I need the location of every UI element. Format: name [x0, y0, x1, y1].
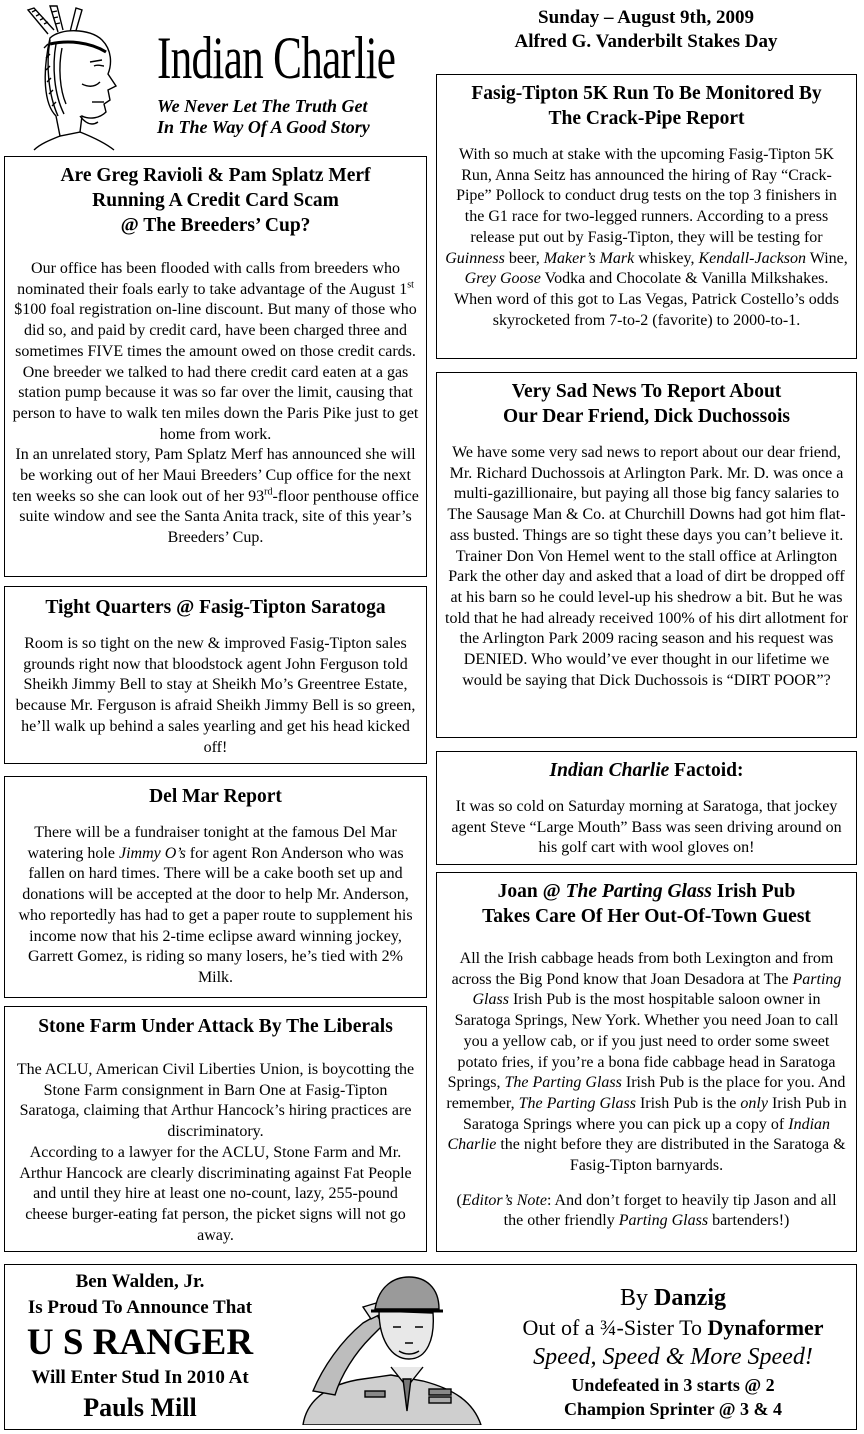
- headline-line: Very Sad News To Report About: [511, 381, 782, 402]
- article-body: [445, 949, 848, 1232]
- paragraph: [11, 259, 420, 363]
- paragraph: It was so cold on Saturday morning at Saratoga, that jockey agent Steve “Large Mouth” Bass was seen driving around on his golf cart with wool gloves on!: [451, 798, 842, 857]
- champion-line: Champion Sprinter @ 3 & 4: [564, 1399, 782, 1419]
- article-parting-glass: [436, 872, 857, 1252]
- soldier-salute-illustration: [283, 1271, 495, 1425]
- text-run: (: [456, 1191, 462, 1209]
- headline-line: [437, 879, 856, 904]
- text-run: -floor penthouse office suite window and see the Santa Anita track, site of this year’s Breeders’ Cup.: [19, 487, 419, 547]
- publication-name: Indian Charlie: [549, 760, 670, 781]
- paragraph: The ACLU, American Civil Liberties Union, is boycotting the Stone Farm consignment in Barn One at Fasig-Tipton Saratoga, claiming that Arthur Hancock’s hiring practices are discriminatory.: [16, 1061, 415, 1141]
- headline-line: Takes Care Of Her Out-Of-Town Guest: [482, 906, 811, 927]
- pub-name: The Parting Glass: [565, 881, 712, 902]
- text-run: With so much at stake with the upcoming Fasig-Tipton 5K Run, Anna Seitz has announced the hiring of Ray “Crack-Pipe” Pollock to conduct drug tests on the top 3 finishers in the G1 race for two-legged runners. According to a press release put out by Fasig-Tipton, they will be testing for: [456, 146, 837, 246]
- text-run: whiskey,: [634, 249, 699, 267]
- paragraph: We have some very sad news to report about our dear friend, Mr. Richard Duchossois at Arlington Park. Mr. D. was once a multi-gazillionaire, but paying all those big fancy salaries to The Sausage Man & Co. at Churchill Downs had got him flat-ass busted. Things are so tight these days you can’t believe it. Trainer Don Von Hemel went to the stall office at Arlington Park the other day and asked that a load of dirt be dropped off at his barn so he could level-up his shedrow a bit. But he was told that he had already received 100% of his dirt allotment for the Arlington Park 2009 racing season and his request was DENIED. Who would’ve ever thought in our lifetime we would be saying that Dick Duchossois is “DIRT POOR”?: [445, 444, 848, 689]
- headline-line: Our Dear Friend, Dick Duchossois: [503, 406, 790, 427]
- paragraph: According to a lawyer for the ACLU, Stone Farm and Mr. Arthur Hancock are clearly discriminating against Fat People and until they hire at least one no-count, lazy, 255-pound cheese burger-eating fat person, the picket signs will not go away.: [19, 1143, 412, 1244]
- text-run: $100 foal registration on-line discount. But many of those who did so, and paid by credit card, have been charged three and sometimes FIVE times the amount owed on those credit cards.: [14, 301, 417, 360]
- paragraph: One breeder we talked to had there credit card eaten at a gas station pump because it was so far over the limit, causing that person to have to walk ten miles down the Paris Pike just to get home from work.: [12, 363, 419, 443]
- text-run: Irish Pub is the place for you. And remember,: [446, 1074, 846, 1112]
- issue-event: Alfred G. Vanderbilt Stakes Day: [514, 31, 778, 52]
- ad-line: Will Enter Stud In 2010 At: [31, 1367, 249, 1388]
- sire-name: Danzig: [654, 1285, 726, 1311]
- emphasis: only: [740, 1094, 768, 1112]
- article-body: [13, 1060, 418, 1246]
- pub-name: Parting Glass: [618, 1212, 709, 1230]
- article-stone-farm: [4, 1006, 427, 1252]
- text-run: Irish Pub: [711, 881, 796, 902]
- text-run: There will be a fundraiser tonight at the famous Del Mar watering hole: [27, 824, 397, 862]
- brand-name: Guinness: [445, 249, 505, 267]
- brand-name: Maker’s Mark: [543, 249, 635, 267]
- indian-head-logo: [20, 4, 155, 152]
- text-run: for agent Ron Anderson who was fallen on hard times. There will be a cake booth set up and donations will be accepted at the door to help Mr. Anderson, who reportedly has had to get a paper route to supplement his income now that his 2-time eclipse award winning jockey, Garrett Gomez, is riding so many losers, he’s tied with 2% Milk.: [18, 844, 413, 986]
- dam-sibling-name: Dynaformer: [707, 1315, 824, 1340]
- saluting-soldier-image: [283, 1271, 495, 1425]
- article-headline: Stone Farm Under Attack By The Liberals: [38, 1016, 393, 1037]
- speed-slogan: Speed, Speed & More Speed!: [533, 1344, 813, 1370]
- brand-name: Grey Goose: [464, 270, 541, 288]
- headline-line: @ The Breeders’ Cup?: [120, 215, 311, 236]
- editors-note: [445, 1191, 848, 1232]
- article-body: [13, 634, 418, 758]
- text-run: Vodka and Chocolate & Vanilla Milkshakes.: [540, 270, 829, 288]
- headline-line: The Crack-Pipe Report: [548, 108, 745, 129]
- headline-text: Factoid:: [669, 760, 744, 781]
- text-run: Out of a ¾-Sister To: [522, 1315, 708, 1340]
- pub-name: The Parting Glass: [518, 1094, 636, 1112]
- article-body: [445, 145, 848, 331]
- stallion-advertisement: [4, 1264, 857, 1430]
- text-run: All the Irish cabbage heads from both Lexington and from across the Big Pond know that Joan Desadora at The: [451, 950, 834, 988]
- text-run: Irish Pub in Saratoga Springs where you can pick up a copy of: [462, 1094, 847, 1133]
- farm-name: Pauls Mill: [83, 1393, 197, 1422]
- pub-name: Parting Glass: [472, 970, 842, 1009]
- article-headline: [5, 163, 426, 238]
- text-run: Wine,: [806, 249, 848, 267]
- article-fasig-5k: [436, 74, 857, 359]
- dam-line: [493, 1313, 853, 1342]
- text-run: Irish Pub is the: [635, 1094, 741, 1112]
- text-run: In an unrelated story, Pam Splatz Merf has announced she will be working out of her Maui Breeders’ Cup office for the next ten weeks so she can look out of her 93: [12, 446, 416, 505]
- article-credit-card-scam: [4, 156, 427, 577]
- text-run: the night before they are distributed in the Saratoga & Fasig-Tipton barnyards.: [496, 1136, 846, 1175]
- headline-line: Fasig-Tipton 5K Run To Be Monitored By: [471, 83, 822, 104]
- text-run: beer,: [504, 249, 544, 267]
- article-tight-quarters: [4, 586, 427, 764]
- paragraph: [13, 823, 418, 989]
- race-record: Undefeated in 3 starts @ 2: [571, 1375, 775, 1395]
- ad-line: Ben Walden, Jr.: [75, 1271, 205, 1292]
- masthead-title: Indian Charlie: [157, 25, 396, 91]
- issue-date: Sunday – August 9th, 2009: [538, 7, 754, 28]
- article-headline: [437, 758, 856, 783]
- publication-name: Indian Charlie: [447, 1115, 831, 1154]
- paragraph: [11, 445, 420, 549]
- paragraph: Room is so tight on the new & improved Fasig-Tipton sales grounds right now that bloodstock agent John Ferguson told Sheikh Jimmy Bell to stay at Sheikh Mo’s Greentree Estate, because Mr. Ferguson is afraid Sheikh Jimmy Bell is so green, he’ll walk up behind a sales yearling and get his head kicked off!: [15, 635, 416, 756]
- text-run: By: [619, 1285, 654, 1311]
- ad-left-block: [5, 1269, 275, 1425]
- text-run: : And don’t forget to heavily tip Jason and all the other friendly: [503, 1191, 837, 1230]
- article-headline: [437, 879, 856, 929]
- article-del-mar: [4, 776, 427, 998]
- brand-name: Kendall-Jackson: [698, 249, 807, 267]
- headline-line: Are Greg Ravioli & Pam Splatz Merf: [60, 165, 371, 186]
- text-run: Joan @: [497, 881, 566, 902]
- note-label: Editor’s Note: [461, 1191, 547, 1209]
- article-body: [445, 443, 848, 691]
- ordinal-suffix: rd: [264, 486, 273, 498]
- article-duchossois: [436, 372, 857, 738]
- article-body: [11, 259, 420, 549]
- article-factoid: [436, 751, 857, 865]
- article-headline: Tight Quarters @ Fasig-Tipton Saratoga: [45, 597, 386, 618]
- masthead-logo: [20, 4, 155, 152]
- paragraph: [445, 145, 848, 290]
- headline-line: Running A Credit Card Scam: [92, 190, 339, 211]
- venue-name: Jimmy O’s: [118, 844, 186, 862]
- text-run: Irish Pub is the most hospitable saloon owner in Saratoga Springs, New York. Whether you need Joan to call you a yellow cab, or if you just need to order some sweet potato fries, if you’re a bona fide cabbage head in Saratoga Springs,: [447, 991, 839, 1092]
- ad-line: Is Proud To Announce That: [27, 1297, 253, 1318]
- sire-line: [493, 1283, 853, 1313]
- article-headline: Del Mar Report: [149, 786, 282, 807]
- article-headline: [437, 81, 856, 131]
- stallion-name: U S RANGER: [26, 1322, 254, 1363]
- ordinal-suffix: st: [407, 279, 414, 291]
- ad-right-block: [493, 1283, 853, 1421]
- paragraph: When word of this got to Las Vegas, Patrick Costello’s odds skyrocketed from 7-to-2 (favorite) to 2000-to-1.: [454, 290, 839, 329]
- text-run: bartenders!): [708, 1212, 790, 1230]
- paragraph: [445, 949, 848, 1177]
- masthead-tagline-1: We Never Let The Truth Get: [157, 96, 368, 116]
- article-body: [445, 797, 848, 859]
- article-body: [13, 823, 418, 989]
- text-run: Our office has been flooded with calls from breeders who nominated their foals early to take advantage of the August 1: [17, 260, 408, 298]
- pub-name: The Parting Glass: [504, 1074, 622, 1092]
- article-headline: [437, 379, 856, 429]
- masthead-tagline-2: In The Way Of A Good Story: [157, 117, 370, 137]
